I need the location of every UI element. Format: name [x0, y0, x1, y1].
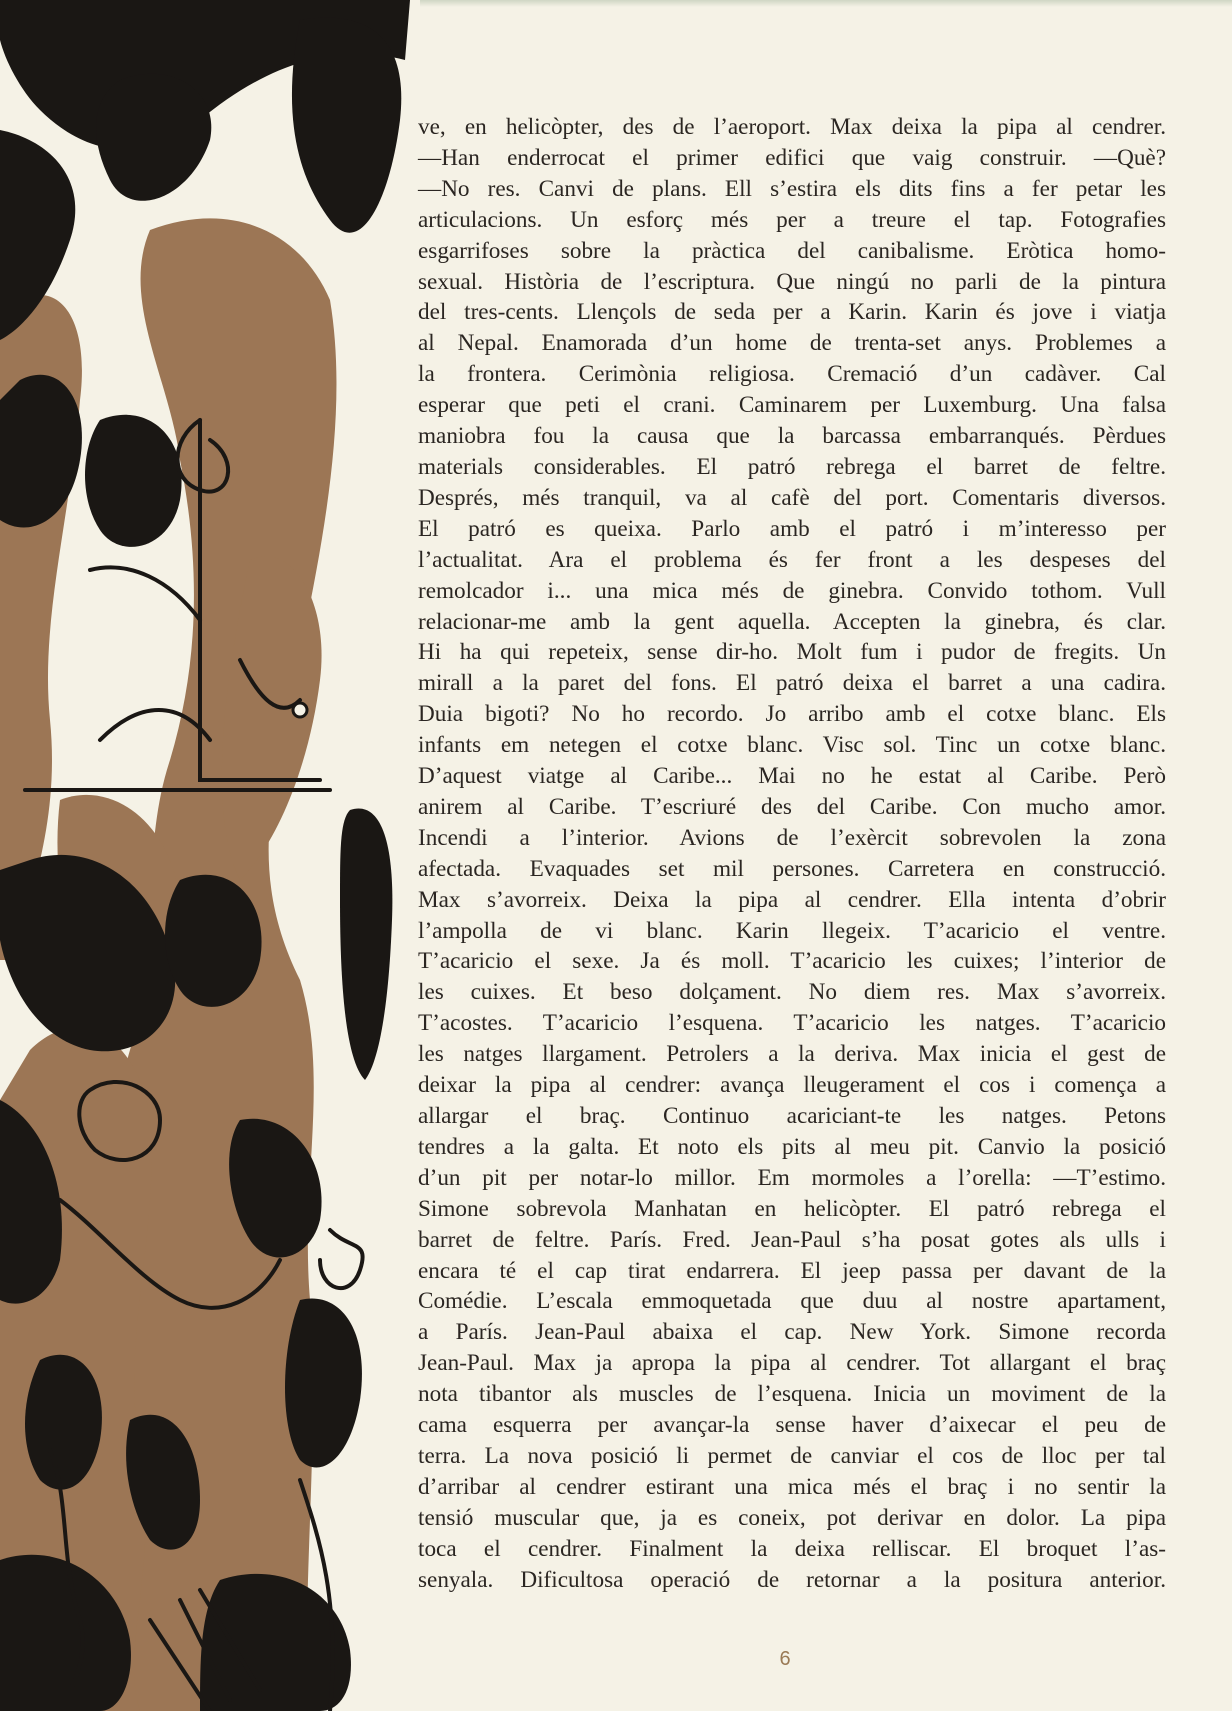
abstract-artwork-illustration — [0, 0, 420, 1711]
text-line: relacionar-me amb la gent aquella. Accepten la ginebra, és clar. — [418, 608, 1166, 635]
text-line: l’ampolla de vi blanc. Karin llegeix. T’acaricio el ventre. — [418, 917, 1166, 944]
text-line: encara té el cap tirat endarrera. El jeep passa per davant de la — [418, 1257, 1166, 1284]
text-line: mirall a la paret del fons. El patró deixa el barret a una cadira. — [418, 670, 1166, 697]
text-line: d’arribar al cendrer estirant una mica més el braç i no sentir la — [418, 1473, 1166, 1500]
text-line: allargar el braç. Continuo acariciant-te les natges. Petons — [418, 1103, 1166, 1129]
text-line: ve, en helicòpter, des de l’aeroport. Max deixa la pipa al cendrer. — [418, 114, 1166, 140]
text-line: tensió muscular que, ja es coneix, pot derivar en dolor. La pipa — [418, 1504, 1166, 1531]
text-line: anirem al Caribe. T’escriuré des del Caribe. Con mucho amor. — [418, 793, 1166, 820]
text-line: T’acostes. T’acaricio l’esquena. T’acaricio les natges. T’acaricio — [418, 1010, 1166, 1037]
text-line: maniobra fou la causa que la barcassa embarranqués. Pèrdues — [418, 423, 1166, 450]
body-text — [418, 112, 1166, 1596]
text-line: la frontera. Cerimònia religiosa. Cremació d’un cadàver. Cal — [418, 361, 1166, 388]
text-line: les cuixes. Et beso dolçament. No diem res. Max s’avorreix. — [418, 979, 1166, 1006]
text-line: Max s’avorreix. Deixa la pipa al cendrer. Ella intenta d’obrir — [418, 886, 1166, 913]
text-line: afectada. Evaquades set mil persones. Carretera en construcció. — [418, 855, 1166, 882]
body-paragraph — [418, 112, 1166, 1596]
text-line: barret de feltre. París. Fred. Jean-Paul s’ha posat gotes als ulls i — [418, 1226, 1166, 1253]
text-line: del tres-cents. Llençols de seda per a Karin. Karin és jove i viatja — [418, 299, 1166, 326]
text-line: Duia bigoti? No ho recordo. Jo arribo amb el cotxe blanc. Els — [418, 701, 1166, 728]
text-line: nota tibantor als muscles de l’esquena. Inicia un moviment de la — [418, 1381, 1166, 1408]
text-line: —No res. Canvi de plans. Ell s’estira els dits fins a fer petar les — [418, 175, 1166, 202]
text-line: Incendi a l’interior. Avions de l’exèrcit sobrevolen la zona — [418, 824, 1166, 851]
text-line: Simone sobrevola Manhatan en helicòpter. El patró rebrega el — [418, 1195, 1166, 1222]
text-line: T’acaricio el sexe. Ja és moll. T’acaricio les cuixes; l’interior de — [418, 948, 1166, 975]
text-line: articulacions. Un esforç més per a treure el tap. Fotografies — [418, 206, 1166, 233]
text-line: Hi ha qui repeteix, sense dir-ho. Molt fum i pudor de fregits. Un — [418, 639, 1166, 666]
text-line: cama esquerra per avançar-la sense haver d’aixecar el peu de — [418, 1412, 1166, 1439]
text-line: senyala. Dificultosa operació de retornar a la positura anterior. — [418, 1566, 1166, 1593]
text-line: —Han enderrocat el primer edifici que vaig construir. —Què? — [418, 144, 1166, 171]
text-line: materials considerables. El patró rebrega el barret de feltre. — [418, 453, 1166, 480]
text-line: Després, més tranquil, va al cafè del port. Comentaris diversos. — [418, 484, 1166, 511]
text-line: les natges llargament. Petrolers a la deriva. Max inicia el gest de — [418, 1041, 1166, 1068]
text-line: a París. Jean-Paul abaixa el cap. New York. Simone recorda — [418, 1319, 1166, 1346]
text-line: d’un pit per notar-lo millor. Em mormoles a l’orella: —T’estimo. — [418, 1164, 1166, 1191]
text-line: infants em netegen el cotxe blanc. Visc sol. Tinc un cotxe blanc. — [418, 732, 1166, 759]
text-line: l’actualitat. Ara el problema és fer front a les despeses del — [418, 546, 1166, 573]
text-line: esgarrifoses sobre la pràctica del canibalisme. Eròtica homo- — [418, 237, 1166, 264]
text-line: al Nepal. Enamorada d’un home de trenta-set anys. Problemes a — [418, 330, 1166, 357]
text-line: sexual. Història de l’escriptura. Que ningú no parli de la pintura — [418, 268, 1166, 295]
text-line: Jean-Paul. Max ja apropa la pipa al cendrer. Tot allargant el braç — [418, 1350, 1166, 1377]
text-line: tendres a la galta. Et noto els pits al meu pit. Canvio la posició — [418, 1133, 1166, 1160]
text-line: D’aquest viatge al Caribe... Mai no he estat al Caribe. Però — [418, 763, 1166, 790]
page-number: 6 — [779, 1648, 791, 1670]
text-line: deixar la pipa al cendrer: avança lleugerament el cos i comença a — [418, 1072, 1166, 1099]
text-line: Comédie. L’escala emmoquetada que duu al nostre apartament, — [418, 1288, 1166, 1315]
text-line: El patró es queixa. Parlo amb el patró i m’interesso per — [418, 515, 1166, 542]
text-line: remolcador i... una mica més de ginebra. Convido tothom. Vull — [418, 577, 1166, 604]
text-line: toca el cendrer. Finalment la deixa relliscar. El broquet l’as- — [418, 1535, 1166, 1562]
text-line: esperar que peti el crani. Caminarem per Luxemburg. Una falsa — [418, 392, 1166, 419]
text-line: terra. La nova posició li permet de canviar el cos de lloc per tal — [418, 1442, 1166, 1469]
